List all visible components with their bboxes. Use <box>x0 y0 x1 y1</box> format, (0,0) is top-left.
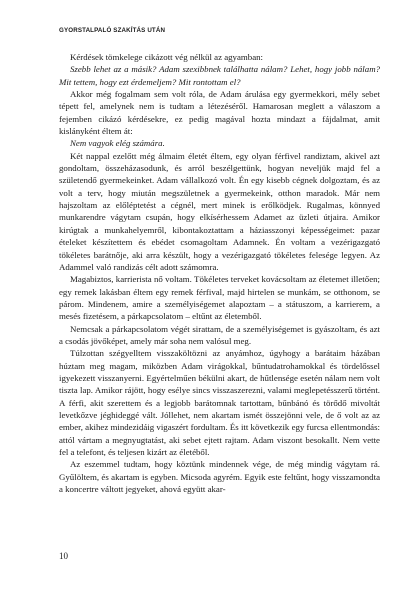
page-number: 10 <box>59 551 68 561</box>
book-page <box>59 27 380 495</box>
paragraph-italic-questions: Szebb lehet az a másik? Adam szexibbnek találhatta nálam? Lehet, hogy jobb nálam? Mit tettem, hogy ezt érdemeljem? Mit rontottam el? <box>59 64 380 87</box>
paragraph: Nemcsak a párkapcsolatom végét sirattam, de a személyiségemet is gyászoltam, és azt a csodás jövőképet, amely már soha nem valósul meg. <box>59 323 380 346</box>
body-text <box>59 51 380 495</box>
paragraph: Magabiztos, karrierista nő voltam. Tökéletes terveket kovácsoltam az életemet illetően; egy remek lakásban éltem egy remek férfival, majd hirtelen se munkám, se otthonom, se párom. Mindenem, amire a személyiségemet alapoztam – a státuszom, a karrierem, a mesés fizetésem, a párkapcsolatom – eltűnt az életemből. <box>59 274 380 322</box>
paragraph: Akkor még fogalmam sem volt róla, de Adam árulása egy gyermekkori, mély sebet tépett fel, amelynek nem is tudtam a létezéséről. Hamarosan meglett a válaszom a fejemben cikázó kérdésekre, ez pedig magával hozta mindazt a fájdalmat, amit kislányként éltem át: <box>59 89 380 137</box>
paragraph: Két nappal ezelőtt még álmaim életét éltem, egy olyan férfivel randiztam, akivel azt gondoltam, összeházasodunk, és arról beszélgettünk, hogyan neveljük majd fel a születendő gyermekeinket. Adam vállalkozó volt. Én egy kisebb cégnek dolgoztam, és az volt a terv, hogy miután megszületnek a gyermekeink, otthon maradok. Már nem hajszoltam az előléptetést a cégnél, mert minek is erőlködjek. Rugalmas, könnyed munkarendre vágytam csupán, hogy elkísérhessem Adamet az üzleti útjaira. Amikor kirúgtak a munkahelyemről, kibontakoztattam a háziasszonyi képességeimet: pazar ételeket készítettem és ebédet csomagoltam Adamnek. Én voltam a vezérigazgató tökéletes barátnője, aki arra készült, hogy a vezérigazgató tökéletes felesége legyen. Az Adammel való randizás célt adott számomra. <box>59 150 380 272</box>
paragraph: Túlzottan szégyelltem visszaköltözni az anyámhoz, úgyhogy a barátaim házában húztam meg magam, miközben Adam virágokkal, bűntudatrohamokkal és tördelőssel igyekezett visszanyerni. Egyértelműen békülni akart, de hűtlensége esetén nálam nem volt tiszta lap. Amikor rájött, hogy esélye sincs visszaszerezni, valami meglepetésszerű történt. A férfi, akit szerettem és a legjobb barátomnak tartottam, bűnbánó és törődő mivoltát levetkőzve jéghideggé vált. Jóllehet, nem akartam ismét összejönni vele, de ő volt az az ember, akihez mindezidáig vigaszért fordultam. És itt következik egy furcsa ellentmondás: attól vártam a megnyugtatást, aki sebet ejtett rajtam. Adam viszont besokallt. Nem vette fel a telefont, és teljesen kizárt az életéből. <box>59 348 380 457</box>
paragraph: Az eszemmel tudtam, hogy köztünk mindennek vége, de még mindig vágytam rá. Gyűlöltem, és akartam is egyben. Micsoda agyrém. Egyik este feltűnt, hogy visszamondta a koncertre váltott jegyeket, ahová együtt akar- <box>59 459 380 495</box>
paragraph: Kérdések tömkelege cikázott vég nélkül az agyamban: <box>70 52 264 62</box>
paragraph-italic-statement: Nem vagyok elég számára. <box>70 138 165 149</box>
running-header: GYORSTALPALÓ SZAKÍTÁS UTÁN <box>59 27 166 34</box>
